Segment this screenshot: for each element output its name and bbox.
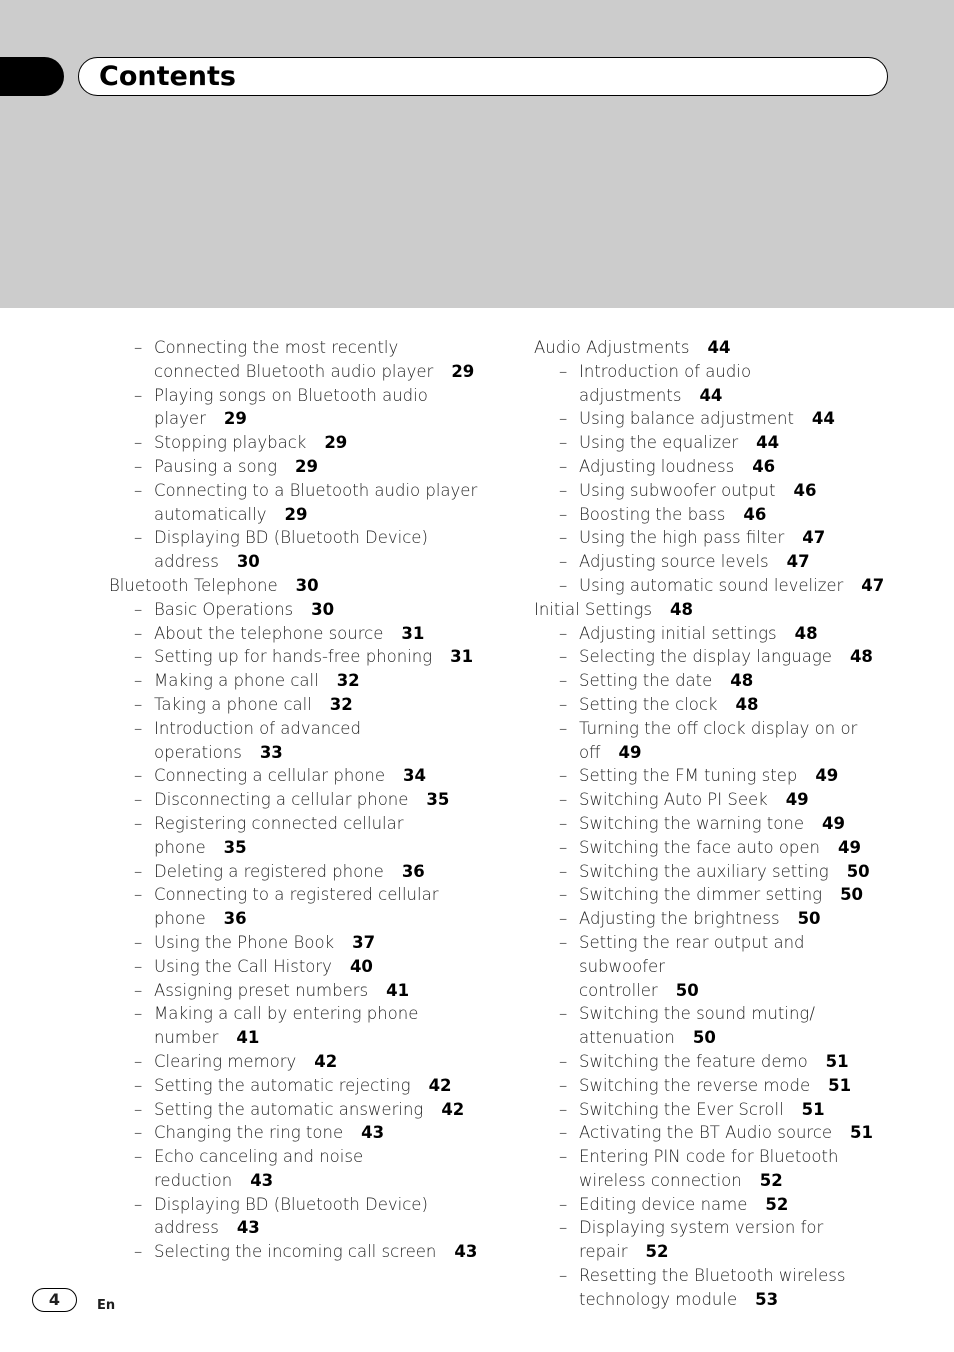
entry-dash: – [559,528,568,548]
entry-dash: – [134,718,143,738]
entry-dash: – [134,433,143,453]
entry-dash: – [134,599,143,619]
toc-sub-entry[interactable] [109,883,489,907]
entry-page-number: 46 [752,456,776,476]
toc-sub-entry[interactable] [534,407,894,431]
entry-dash: – [559,1099,568,1119]
toc-sub-entry[interactable] [109,907,489,931]
entry-page-number: 36 [401,861,425,881]
entry-page-number: 34 [402,766,426,786]
entry-title: Displaying system version for [579,1218,824,1238]
entry-page-number: 43 [361,1123,385,1143]
toc-sub-entry[interactable] [109,360,489,384]
entry-title: Switching the reverse mode [579,1075,811,1095]
entry-title: repair [579,1242,628,1262]
entry-title: Switching the warning tone [579,813,804,833]
entry-page-number: 43 [250,1170,274,1190]
toc-sub-entry[interactable] [109,455,489,479]
entry-page-number: 50 [675,980,699,1000]
toc-sub-entry[interactable] [109,955,489,979]
toc-sub-entry[interactable] [109,979,489,1003]
entry-dash: – [559,718,568,738]
entry-title: Taking a phone call [154,694,312,714]
entry-page-number: 53 [755,1289,779,1309]
entry-page-number: 52 [759,1170,783,1190]
toc-sub-entry[interactable] [534,693,894,717]
entry-dash: – [559,433,568,453]
entry-title: Switching the Ever Scroll [579,1099,784,1119]
entry-page-number: 49 [815,766,839,786]
entry-page-number: 40 [349,956,373,976]
entry-page-number: 50 [846,861,870,881]
toc-sub-entry[interactable] [534,1264,894,1288]
entry-title: Deleting a registered phone [154,861,384,881]
entry-page-number: 44 [699,385,723,405]
toc-sub-entry[interactable] [534,574,894,598]
entry-title: Selecting the display language [579,647,832,667]
entry-page-number: 47 [802,528,826,548]
toc-left-column [109,336,489,1264]
entry-title: Setting the clock [579,694,718,714]
entry-page-number: 44 [811,409,835,429]
entry-page-number: 41 [386,980,410,1000]
toc-sub-entry[interactable] [109,1121,489,1145]
entry-dash: – [559,1147,568,1167]
entry-title: address [154,1218,219,1238]
language-code: En [97,1298,116,1313]
entry-page-number: 44 [707,338,731,357]
toc-sub-entry[interactable] [534,1169,894,1193]
entry-page-number: 35 [426,790,450,810]
entry-page-number: 46 [743,504,767,524]
entry-page-number: 49 [838,837,861,857]
entry-page-number: 51 [828,1075,852,1095]
toc-sub-entry[interactable] [534,1193,894,1217]
entry-title: attenuation [579,1028,675,1048]
entry-dash: – [559,790,568,810]
entry-dash: – [559,456,568,476]
entry-title: automatically [154,504,267,524]
entry-title: Switching Auto PI Seek [579,790,768,810]
entry-dash: – [559,361,568,381]
entry-page-number: 29 [324,433,348,453]
toc-right-column [534,336,894,1312]
entry-page-number: 48 [670,599,693,619]
entry-title: Using the high pass filter [579,528,785,548]
entry-title: Setting up for hands-free phoning [154,647,433,667]
entry-page-number: 43 [454,1242,478,1262]
entry-page-number: 50 [692,1028,716,1048]
entry-title: Using the equalizer [579,433,739,453]
entry-title: Switching the feature demo [579,1051,808,1071]
entry-title: Displaying BD (Bluetooth Device) [154,528,428,548]
toc-sub-entry[interactable] [534,1288,894,1312]
entry-title: address [154,552,219,572]
toc-sub-entry[interactable] [109,503,489,527]
toc-sub-entry[interactable] [534,645,894,669]
entry-page-number: 41 [236,1028,260,1048]
entry-title: Connecting to a Bluetooth audio player [154,480,478,500]
toc-sub-entry[interactable] [534,741,894,765]
entry-title: Switching the auxiliary setting [579,861,829,881]
toc-sub-entry[interactable] [109,669,489,693]
entry-dash: – [134,671,143,691]
entry-page-number: 29 [223,409,247,429]
toc-sub-entry[interactable] [534,479,894,503]
toc-section-entry[interactable] [109,574,489,598]
entry-dash: – [559,1123,568,1143]
toc-sub-entry[interactable] [109,1098,489,1122]
title-box [78,57,888,96]
toc-sub-entry[interactable] [534,1026,894,1050]
entry-dash: – [559,694,568,714]
entry-title: Stopping playback [154,433,307,453]
entry-title: Audio Adjustments [534,338,690,357]
entry-dash: – [134,694,143,714]
entry-title: Setting the automatic rejecting [154,1075,411,1095]
entry-page-number: 30 [311,599,335,619]
entry-page-number: 47 [786,552,810,572]
entry-title: Bluetooth Telephone [109,575,278,595]
entry-page-number: 33 [259,742,283,762]
entry-page-number: 31 [401,623,425,643]
toc-sub-entry[interactable] [109,526,489,550]
entry-title: Echo canceling and noise [154,1147,364,1167]
entry-title: Pausing a song [154,456,277,476]
entry-title: Changing the ring tone [154,1123,344,1143]
entry-dash: – [134,1194,143,1214]
entry-dash: – [559,932,568,952]
toc-sub-entry[interactable] [109,1240,489,1264]
entry-dash: – [134,766,143,786]
entry-dash: – [134,1004,143,1024]
entry-page-number: 30 [236,552,260,572]
entry-title: Connecting to a registered cellular [154,885,439,905]
toc-sub-entry[interactable] [534,764,894,788]
entry-title: Adjusting initial settings [579,623,777,643]
entry-dash: – [134,480,143,500]
entry-page-number: 48 [794,623,818,643]
entry-dash: – [559,1266,568,1286]
entry-title: reduction [154,1170,233,1190]
entry-dash: – [559,552,568,572]
toc-sub-entry[interactable] [534,622,894,646]
entry-dash: – [134,1242,143,1262]
entry-title: off [579,742,601,762]
toc-sub-entry[interactable] [534,1216,894,1240]
entry-title: Switching the face auto open [579,837,821,857]
entry-dash: – [559,671,568,691]
entry-page-number: 29 [294,456,318,476]
entry-page-number: 49 [618,742,642,762]
entry-title: Connecting the most recently [154,338,399,357]
entry-page-number: 30 [295,575,319,595]
toc-sub-entry[interactable] [109,407,489,431]
entry-dash: – [559,1218,568,1238]
entry-title: Making a phone call [154,671,319,691]
entry-title: Initial Settings [534,599,653,619]
entry-dash: – [134,1075,143,1095]
entry-dash: – [134,932,143,952]
entry-page-number: 48 [735,694,759,714]
entry-title: Playing songs on Bluetooth audio [154,385,428,405]
entry-dash: – [559,1004,568,1024]
toc-sub-entry[interactable] [534,1074,894,1098]
entry-title: Basic Operations [154,599,294,619]
entry-dash: – [134,813,143,833]
entry-dash: – [559,885,568,905]
entry-title: About the telephone source [154,623,384,643]
entry-title: connected Bluetooth audio player [154,361,434,381]
entry-title: Introduction of audio adjustments [579,361,752,405]
toc-sub-entry[interactable] [109,931,489,955]
entry-dash: – [559,766,568,786]
entry-title: Adjusting the brightness [579,909,780,929]
entry-dash: – [559,861,568,881]
entry-dash: – [134,623,143,643]
toc-sub-entry[interactable] [109,812,489,836]
entry-dash: – [559,909,568,929]
entry-title: Setting the date [579,671,713,691]
toc-sub-entry[interactable] [534,788,894,812]
page-title: Contents [99,61,237,92]
toc-sub-entry[interactable] [109,550,489,574]
entry-dash: – [134,456,143,476]
toc-sub-entry[interactable] [534,717,894,741]
toc-sub-entry[interactable] [109,1216,489,1240]
entry-title: Setting the FM tuning step [579,766,798,786]
entry-page-number: 31 [450,647,474,667]
entry-page-number: 29 [284,504,308,524]
entry-page-number: 46 [793,480,817,500]
toc-sub-entry[interactable] [109,836,489,860]
entry-title: Using the Call History [154,956,332,976]
entry-dash: – [559,813,568,833]
toc-sub-entry[interactable] [534,1098,894,1122]
toc-sub-entry[interactable] [109,741,489,765]
toc-sub-entry[interactable] [534,526,894,550]
entry-title: technology module [579,1289,738,1309]
toc-sub-entry[interactable] [109,1026,489,1050]
entry-dash: – [134,980,143,1000]
entry-title: operations [154,742,242,762]
entry-title: Turning the off clock display on or [579,718,858,738]
toc-sub-entry[interactable] [534,360,894,408]
entry-dash: – [559,1051,568,1071]
toc-sub-entry[interactable] [534,431,894,455]
entry-dash: – [134,885,143,905]
entry-dash: – [559,504,568,524]
toc-section-entry[interactable] [534,336,894,360]
toc-sub-entry[interactable] [109,479,489,503]
entry-page-number: 43 [236,1218,260,1238]
entry-page-number: 49 [785,790,809,810]
entry-title: Setting the rear output and subwoofer [579,932,805,976]
toc-sub-entry[interactable] [109,598,489,622]
toc-sub-entry[interactable] [109,693,489,717]
toc-sub-entry[interactable] [109,717,489,741]
entry-dash: – [559,837,568,857]
entry-dash: – [134,861,143,881]
toc-section-entry[interactable] [534,598,894,622]
entry-page-number: 42 [428,1075,452,1095]
entry-title: Switching the sound muting/ [579,1004,815,1024]
entry-title: Assigning preset numbers [154,980,369,1000]
entry-title: wireless connection [579,1170,742,1190]
entry-title: Selecting the incoming call screen [154,1242,437,1262]
toc-sub-entry[interactable] [534,1050,894,1074]
toc-sub-entry[interactable] [109,336,489,360]
entry-page-number: 32 [336,671,360,691]
entry-page-number: 29 [451,361,475,381]
entry-title: Making a call by entering phone [154,1004,419,1024]
entry-dash: – [559,623,568,643]
entry-title: phone [154,909,206,929]
entry-page-number: 48 [849,647,873,667]
entry-page-number: 50 [797,909,821,929]
toc-sub-entry[interactable] [534,883,894,907]
entry-title: Introduction of advanced [154,718,361,738]
toc-sub-entry[interactable] [534,1121,894,1145]
entry-page-number: 50 [840,885,864,905]
toc-sub-entry[interactable] [534,1240,894,1264]
entry-title: Disconnecting a cellular phone [154,790,409,810]
toc-sub-entry[interactable] [109,431,489,455]
entry-page-number: 48 [730,671,754,691]
toc-sub-entry[interactable] [109,1193,489,1217]
entry-dash: – [559,575,568,595]
entry-title: Activating the BT Audio source [579,1123,833,1143]
toc-sub-entry[interactable] [109,1002,489,1026]
entry-title: Using the Phone Book [154,932,335,952]
toc-sub-entry[interactable] [534,669,894,693]
toc-sub-entry[interactable] [534,455,894,479]
entry-dash: – [134,647,143,667]
entry-page-number: 35 [223,837,247,857]
toc-sub-entry[interactable] [109,764,489,788]
page-number-badge: 4 [32,1288,77,1312]
entry-title: Connecting a cellular phone [154,766,385,786]
entry-dash: – [134,338,143,357]
toc-sub-entry[interactable] [534,931,894,979]
toc-sub-entry[interactable] [109,860,489,884]
entry-title: Setting the automatic answering [154,1099,424,1119]
entry-title: player [154,409,206,429]
entry-dash: – [134,528,143,548]
entry-title: Displaying BD (Bluetooth Device) [154,1194,428,1214]
entry-page-number: 32 [329,694,353,714]
toc-sub-entry[interactable] [534,812,894,836]
entry-title: phone [154,837,206,857]
entry-page-number: 51 [825,1051,849,1071]
toc-sub-entry[interactable] [109,1074,489,1098]
toc-sub-entry[interactable] [534,550,894,574]
entry-page-number: 52 [645,1242,669,1262]
entry-title: Resetting the Bluetooth wireless [579,1266,846,1286]
entry-dash: – [134,1051,143,1071]
entry-page-number: 44 [756,433,780,453]
entry-page-number: 51 [850,1123,874,1143]
entry-page-number: 36 [223,909,247,929]
entry-title: Using subwoofer output [579,480,776,500]
entry-dash: – [134,1147,143,1167]
toc-sub-entry[interactable] [109,1145,489,1169]
entry-page-number: 51 [801,1099,825,1119]
toc-sub-entry[interactable] [109,788,489,812]
entry-dash: – [559,409,568,429]
entry-page-number: 49 [821,813,845,833]
toc-sub-entry[interactable] [109,1169,489,1193]
toc-sub-entry[interactable] [534,1145,894,1169]
entry-title: Adjusting source levels [579,552,769,572]
toc-sub-entry[interactable] [109,645,489,669]
toc-sub-entry[interactable] [534,979,894,1003]
entry-title: Adjusting loudness [579,456,735,476]
entry-dash: – [559,647,568,667]
entry-dash: – [134,1123,143,1143]
toc-sub-entry[interactable] [534,1002,894,1026]
entry-title: Using automatic sound levelizer [579,575,844,595]
entry-page-number: 37 [352,932,376,952]
header-band [0,0,954,308]
entry-page-number: 52 [765,1194,789,1214]
entry-title: Registering connected cellular [154,813,404,833]
toc-sub-entry[interactable] [534,907,894,931]
entry-page-number: 42 [441,1099,465,1119]
entry-dash: – [134,385,143,405]
entry-title: controller [579,980,658,1000]
entry-title: Clearing memory [154,1051,297,1071]
entry-title: Switching the dimmer setting [579,885,823,905]
entry-page-number: 42 [314,1051,338,1071]
entry-dash: – [559,1075,568,1095]
entry-dash: – [559,1194,568,1214]
toc-sub-entry[interactable] [534,836,894,860]
entry-title: Editing device name [579,1194,748,1214]
toc-sub-entry[interactable] [109,622,489,646]
entry-title: Using balance adjustment [579,409,794,429]
toc-sub-entry[interactable] [109,384,489,408]
entry-dash: – [559,480,568,500]
toc-sub-entry[interactable] [109,1050,489,1074]
entry-page-number: 47 [861,575,885,595]
entry-dash: – [134,956,143,976]
entry-title: Boosting the bass [579,504,726,524]
toc-sub-entry[interactable] [534,503,894,527]
section-tab-marker [0,57,64,96]
entry-dash: – [134,1099,143,1119]
entry-title: Entering PIN code for Bluetooth [579,1147,839,1167]
toc-sub-entry[interactable] [534,860,894,884]
entry-dash: – [134,790,143,810]
entry-title: number [154,1028,219,1048]
